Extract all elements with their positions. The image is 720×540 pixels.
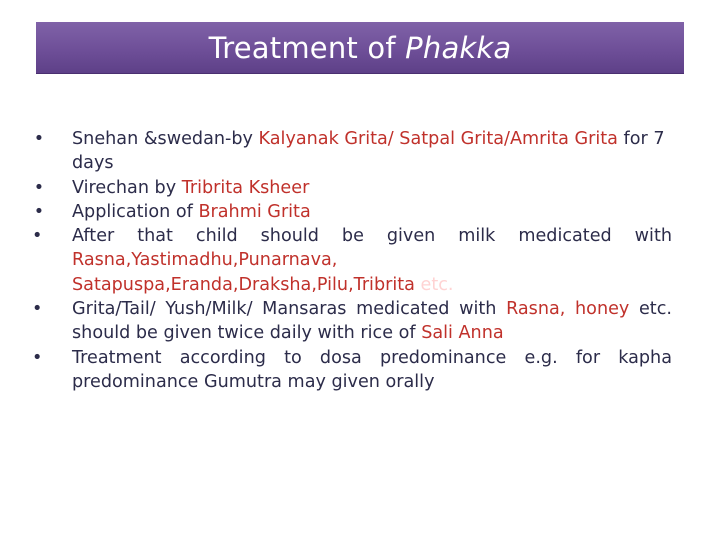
bullet-item bbox=[32, 224, 672, 297]
title-bar bbox=[36, 22, 684, 74]
bullet-dot-icon: • bbox=[33, 201, 45, 222]
item-highlight: Tribrita Ksheer bbox=[181, 177, 310, 198]
bullet-dot-icon: • bbox=[33, 129, 45, 149]
slide-title bbox=[209, 31, 512, 65]
slide-body bbox=[32, 127, 672, 394]
item-highlight: Rasna, honey bbox=[506, 299, 630, 320]
bullet-list bbox=[32, 127, 672, 394]
item-text: Grita/Tail/ Yush/Milk/ Mansaras medicated with bbox=[72, 299, 507, 320]
item-faint-text: etc. bbox=[414, 274, 454, 295]
title-prefix: Treatment of bbox=[208, 30, 406, 65]
bullet-dot-icon: • bbox=[32, 299, 43, 320]
item-highlight: Brahmi Grita bbox=[198, 201, 311, 222]
item-text: etc. should be given twice daily with rice of bbox=[72, 299, 672, 344]
item-text: Virechan by bbox=[72, 177, 182, 198]
item-text: Treatment according to dosa predominance e.g. for kapha predominance Gumutra may given orally bbox=[72, 347, 672, 392]
item-highlight: Kalyanak Grita/ Satpal Grita/Amrita Grita bbox=[258, 129, 618, 149]
bullet-item bbox=[32, 200, 672, 224]
item-text: Application of bbox=[72, 201, 199, 222]
bullet-item bbox=[32, 346, 672, 395]
item-highlight: Sali Anna bbox=[421, 323, 504, 344]
item-text: Snehan &swedan-by bbox=[72, 129, 259, 149]
bullet-dot-icon: • bbox=[32, 347, 43, 368]
bullet-item bbox=[32, 176, 672, 200]
item-text: for 7 days bbox=[72, 129, 665, 174]
bullet-dot-icon: • bbox=[32, 226, 43, 247]
item-text: After that child should be given milk medicated with bbox=[72, 226, 672, 247]
title-italic: Phakka bbox=[405, 30, 512, 65]
item-highlight: Rasna,Yastimadhu,Punarnava, Satapuspa,Eranda,Draksha,Pilu,Tribrita bbox=[72, 250, 415, 295]
bullet-item bbox=[32, 127, 672, 176]
bullet-dot-icon: • bbox=[33, 177, 45, 198]
bullet-item bbox=[32, 297, 672, 346]
